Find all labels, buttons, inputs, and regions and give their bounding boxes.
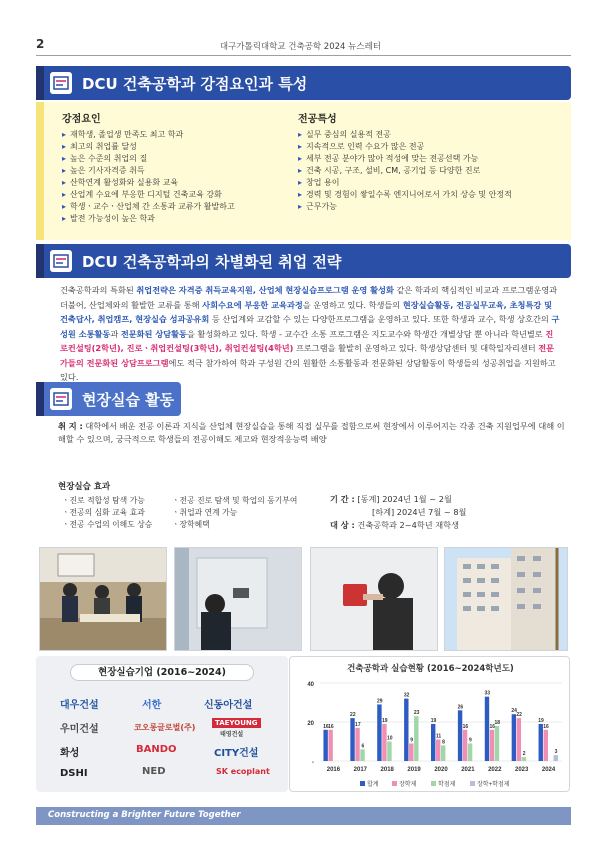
section-band-strengths	[36, 66, 571, 100]
document-icon	[50, 388, 72, 410]
list-item: ▸ 창업 용이	[298, 177, 512, 189]
bar	[490, 730, 494, 761]
logo-kolon: 코오롱글로벌(주)	[134, 723, 196, 732]
strategy-paragraph: 건축공학과의 특화된 취업전략은 자격증 취득교육지원, 산업체 현장실습프로그램 운영 활성화 같은 학과의 핵심적인 비교과 프로그램운영과 더불어, 산업체와의 활발한 교류를 통해 사회수요에 부응한 교육과정을 운영하고 있다. 학생들의 현장실습활동, 전공실무교육, 초청특강 및 건축답사, 취업캠프, 현장실습 성과공유회 등 산업계와 교감할 수 있는 다양한프로그램을 운영하고 있다. 또한 학생과 교수, 학생 상호간의 구성원 소통활동과 전문화된 상담활동을 활성화하고 있다. 학생 - 교수간 소통 프로그램은 지도교수와 학생간 개별상담 뿐 아니라 학년별로 진로컨설팅(2학년), 진로ㆍ취업컨설팅(3학년), 취업컨설팅(4학년) 프로그램을 활발히 운영하고 있다. 학생상담센터 및 대학일자리센터 전문가들의 전문화된 상담프로그램에도 적극 참가하여 학과 구성원 간의 원활한 소통활동과 전문화된 상담활동이 학생들의 성공취업을 지원하고 있다.	[60, 285, 560, 382]
data-label: 2	[522, 751, 526, 758]
document-icon	[50, 250, 72, 272]
list-item: ㆍ전공 수업의 이해도 상승	[62, 520, 153, 529]
data-label: 11	[435, 733, 442, 740]
bar	[431, 724, 435, 761]
data-label: 16	[328, 723, 334, 730]
list-item: ▸ 발전 가능성이 높은 학과	[62, 213, 235, 225]
list-item: ▸ 산학연계 활성화와 실용화 교육	[62, 177, 235, 189]
purpose-text: 대학에서 배운 전공 이론과 지식을 산업체 현장실습을 통해 직접 실무를 접함으로써 현장에서 이루어지는 각종 건축 지원업무에 대해 이해할 수 있으며, 궁극적으로 학생들의 전공이해도 제고와 현장적응능력 배양	[58, 421, 565, 444]
purpose-label: 취 지 :	[58, 421, 83, 431]
data-label: 22	[350, 712, 356, 719]
page-number: 2	[36, 37, 45, 51]
data-label: 23	[413, 710, 420, 717]
list-item: ▸ 높은 수준의 취업의 질	[62, 153, 235, 165]
list-item: ▸ 산업계 수요에 부응한 디지털 건축교육 강화	[62, 189, 235, 201]
effects-right	[172, 495, 297, 531]
effect-title: 현장실습 효과	[58, 482, 111, 492]
list-item: ▸ 높은 기사자격증 취득	[62, 165, 235, 177]
data-label: 10	[386, 735, 393, 742]
data-label: 6	[361, 743, 365, 750]
section-title: 현장실습 활동	[82, 391, 175, 409]
bar	[436, 740, 440, 761]
section-title: DCU 건축공학과 강점요인과 특성	[82, 75, 308, 93]
data-label: 9	[410, 737, 414, 744]
legend-label: 장학제	[399, 782, 417, 788]
data-label: 19	[430, 717, 437, 724]
photo-apartment-site	[444, 547, 568, 651]
bar	[323, 730, 327, 761]
data-label: 26	[457, 704, 464, 711]
logo-taeyoung-ko: 태영건설	[220, 731, 244, 738]
x-tick-label: 2019	[407, 767, 421, 773]
bar	[544, 730, 548, 761]
legend-swatch	[360, 781, 365, 786]
bar	[517, 718, 521, 761]
data-label: 17	[355, 721, 361, 728]
bar	[360, 749, 364, 761]
legend-label: 학점제	[438, 782, 456, 788]
data-label: 8	[442, 739, 445, 746]
legend-swatch	[470, 781, 475, 786]
legend-swatch	[431, 781, 436, 786]
list-item: ▸ 학생ㆍ교수ㆍ산업체 간 소통과 교류가 활발하고	[62, 201, 235, 213]
bar	[554, 755, 558, 761]
logo-seohan: 서한	[142, 700, 162, 711]
section-band-strategy	[36, 244, 571, 278]
data-label: 16	[323, 723, 329, 730]
list-item: ㆍ장학혜택	[172, 520, 210, 529]
strength-factors	[62, 110, 235, 225]
x-tick-label: 2021	[461, 767, 475, 773]
data-label: 19	[538, 717, 544, 724]
logo-daewoo: 대우건설	[60, 700, 99, 711]
list-item: ▸ 재학생, 졸업생 만족도 최고 학과	[62, 129, 235, 141]
footer-tagline: Constructing a Brighter Future Together	[48, 810, 241, 820]
data-label: 29	[376, 698, 383, 705]
major-characteristics-title: 전공특성	[298, 114, 337, 125]
legend-swatch	[392, 781, 397, 786]
newsletter-title: 대구가톨릭대학교 건축공학 2024 뉴스레터	[219, 42, 381, 52]
practice-period: 기 간 : [동계] 2024년 1월 ~ 2월 [하계] 2024년 7월 ~ 8월 대 상 : 건축공학과 2~4학년 재학생	[330, 494, 467, 530]
bar	[377, 704, 381, 761]
list-item: ㆍ전공 진로 탐색 및 학업의 동기부여	[172, 496, 298, 505]
y-tick-label: 20	[307, 721, 314, 727]
bar	[414, 716, 418, 761]
bar	[404, 699, 408, 761]
strengths-box	[36, 102, 571, 240]
logo-sk-ecoplant: SK ecoplant	[216, 767, 270, 776]
bar	[328, 730, 332, 761]
strength-factors-title: 강점요인	[62, 114, 101, 125]
chart-title: 건축공학과 실습현황 (2016~2024학년도)	[347, 664, 514, 674]
practice-purpose	[58, 420, 568, 446]
x-tick-label: 2017	[353, 767, 368, 773]
bar	[512, 714, 516, 761]
section-title: DCU 건축공학과의 차별화된 취업 전략	[82, 253, 342, 271]
data-label: 16	[462, 723, 469, 730]
companies-box	[36, 656, 288, 792]
bar	[382, 724, 386, 761]
bar	[522, 757, 526, 761]
bar	[495, 726, 499, 761]
data-label: 18	[494, 719, 501, 726]
bar-chart	[290, 657, 571, 793]
bar	[441, 745, 445, 761]
logo-bando: BANDO	[136, 744, 177, 755]
x-tick-label: 2024	[541, 767, 556, 773]
major-characteristics	[298, 110, 512, 213]
logo-shindonga: 신동아건설	[204, 700, 253, 711]
bar	[409, 743, 413, 761]
bar	[458, 710, 462, 761]
data-label: 33	[484, 690, 491, 697]
list-item: ▸ 지속적으로 인력 수요가 많은 전공	[298, 141, 512, 153]
photo-classroom	[39, 547, 167, 651]
footer-band	[36, 807, 571, 825]
list-item: ▸ 실무 중심의 실용적 전공	[298, 129, 512, 141]
bar	[355, 728, 359, 761]
logo-taeyoung: TAEYOUNG	[212, 718, 261, 728]
data-label: 22	[516, 712, 522, 719]
companies-title: 현장실습기업 (2016~2024)	[70, 664, 254, 681]
y-tick-label: -	[312, 760, 314, 766]
photo-wall-inspection	[174, 547, 302, 651]
data-label: 24	[511, 708, 517, 715]
list-item: ▸ 경력 및 경험이 쌓일수록 엔지니어로서 가치 상승 및 안정적	[298, 189, 512, 201]
bar	[468, 743, 472, 761]
legend-label: 장학+학점제	[477, 782, 510, 788]
data-label: 9	[468, 737, 472, 744]
logo-city: CITY건설	[214, 748, 259, 759]
logo-woomi: 우미건설	[60, 724, 99, 735]
list-item: ▸ 근무가능	[298, 201, 512, 213]
y-tick-label: 40	[307, 682, 314, 688]
list-item: ㆍ전공의 심화 교육 효과	[62, 508, 145, 517]
bar	[387, 742, 391, 762]
legend-label: 합계	[367, 782, 379, 788]
data-label: 16	[489, 723, 496, 730]
x-tick-label: 2022	[488, 767, 502, 773]
list-item: ▸ 건축 시공, 구조, 설비, CM, 공기업 등 다양한 진로	[298, 165, 512, 177]
bar	[463, 730, 467, 761]
list-item: ▸ 최고의 취업률 달성	[62, 141, 235, 153]
section-band-practice	[36, 382, 181, 416]
data-label: 16	[543, 723, 549, 730]
data-label: 32	[403, 692, 410, 699]
list-item: ▸ 세부 전공 분야가 많아 적성에 맞는 전공선택 가능	[298, 153, 512, 165]
data-label: 3	[554, 749, 558, 756]
x-tick-label: 2020	[434, 767, 448, 773]
logo-hwasung: 화성	[60, 748, 80, 759]
document-icon	[50, 72, 72, 94]
list-item: ㆍ취업과 연계 가능	[172, 508, 238, 517]
x-tick-label: 2018	[380, 767, 394, 773]
practice-chart	[289, 656, 570, 792]
x-tick-label: 2023	[514, 767, 529, 773]
data-label: 19	[381, 717, 388, 724]
photo-measurement	[310, 547, 438, 651]
logo-dshi: DSHI	[60, 768, 88, 779]
page-header	[36, 36, 571, 56]
logo-ned: NED	[142, 766, 166, 777]
effects-left	[62, 495, 152, 531]
x-tick-label: 2016	[326, 767, 341, 773]
list-item: ㆍ진로 적합성 탐색 가능	[62, 496, 145, 505]
